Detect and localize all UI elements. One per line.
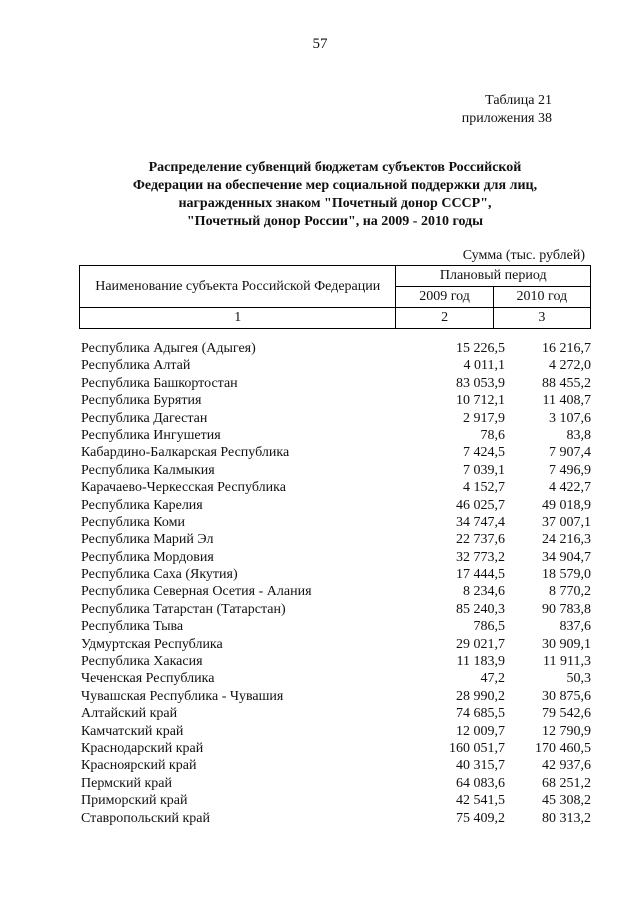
subject-name: Республика Карелия <box>81 497 203 513</box>
subject-name: Чувашская Республика - Чувашия <box>81 688 284 704</box>
value-2009: 4 152,7 <box>463 480 505 496</box>
subject-name: Республика Тыва <box>81 619 184 635</box>
value-2010: 30 875,6 <box>541 688 591 704</box>
subject-name: Республика Марий Эл <box>81 532 214 548</box>
subject-name: Ставропольский край <box>81 810 210 826</box>
value-2009: 32 773,2 <box>456 549 505 565</box>
value-2009: 64 083,6 <box>456 775 505 791</box>
value-2009: 12 009,7 <box>456 723 505 739</box>
subject-name: Карачаево-Черкесская Республика <box>81 480 286 496</box>
value-2010: 18 579,0 <box>541 567 591 583</box>
table-row <box>81 514 591 531</box>
appendix-number: приложения 38 <box>461 111 552 126</box>
value-2010: 24 216,3 <box>541 532 591 548</box>
value-2009: 4 011,1 <box>463 358 505 374</box>
value-2010: 68 251,2 <box>541 775 591 791</box>
subject-name: Республика Алтай <box>81 358 191 374</box>
value-2010: 83,8 <box>566 427 591 443</box>
table-row <box>81 618 591 635</box>
table-row <box>81 688 591 705</box>
table-row <box>81 792 591 809</box>
table-row <box>81 705 591 722</box>
table-row <box>81 670 591 687</box>
subject-name: Кабардино-Балкарская Республика <box>81 445 290 461</box>
value-2010: 11 408,7 <box>542 393 591 409</box>
value-2009: 75 409,2 <box>456 810 505 826</box>
table-number: Таблица 21 <box>485 93 552 108</box>
value-2010: 80 313,2 <box>541 810 591 826</box>
subject-name: Республика Северная Осетия - Алания <box>81 584 312 600</box>
header-year-2010: 2010 год <box>493 287 590 308</box>
column-number-3: 3 <box>493 308 590 329</box>
header-year-2009: 2009 год <box>396 287 493 308</box>
header-subject: Наименование субъекта Российской Федерации <box>80 266 396 308</box>
value-2009: 40 315,7 <box>456 758 505 774</box>
subject-name: Республика Татарстан (Татарстан) <box>81 601 286 617</box>
value-2010: 3 107,6 <box>548 410 591 426</box>
table-row <box>81 479 591 496</box>
table-row <box>81 375 591 392</box>
table-row <box>81 723 591 740</box>
subject-name: Алтайский край <box>81 706 178 722</box>
subject-name: Республика Дагестан <box>81 410 208 426</box>
title-line: награжденных знаком "Почетный донор СССР", <box>178 196 492 211</box>
title-line: Федерации на обеспечение мер социальной поддержки для лиц, <box>132 178 538 193</box>
value-2010: 7 907,4 <box>548 445 591 461</box>
value-2009: 8 234,6 <box>463 584 505 600</box>
value-2009: 160 051,7 <box>449 740 505 756</box>
value-2009: 78,6 <box>480 427 505 443</box>
table-row <box>81 566 591 583</box>
table-row <box>81 636 591 653</box>
value-2009: 786,5 <box>473 619 505 635</box>
value-2010: 4 272,0 <box>548 358 591 374</box>
value-2009: 83 053,9 <box>456 375 505 391</box>
value-2010: 34 904,7 <box>541 549 591 565</box>
title-line: "Почетный донор России", на 2009 - 2010 годы <box>186 214 484 229</box>
value-2009: 22 737,6 <box>456 532 505 548</box>
table-row <box>81 462 591 479</box>
units-label: Сумма (тыс. рублей) <box>462 248 585 263</box>
value-2010: 88 455,2 <box>541 375 591 391</box>
table-reference <box>462 92 552 128</box>
subject-name: Республика Адыгея (Адыгея) <box>81 341 256 356</box>
table-row <box>81 810 591 827</box>
subject-name: Краснодарский край <box>81 740 204 756</box>
subject-name: Республика Коми <box>81 514 185 530</box>
document-title <box>80 159 590 231</box>
subject-name: Республика Башкортостан <box>81 375 238 391</box>
subject-name: Камчатский край <box>81 723 184 739</box>
subject-name: Пермский край <box>81 775 172 791</box>
value-2010: 7 496,9 <box>548 462 591 478</box>
value-2010: 90 783,8 <box>541 601 591 617</box>
table-row <box>81 444 591 461</box>
value-2009: 17 444,5 <box>456 567 505 583</box>
page-number: 57 <box>312 36 328 52</box>
value-2009: 34 747,4 <box>456 514 505 530</box>
value-2009: 10 712,1 <box>456 393 505 409</box>
subject-name: Республика Калмыкия <box>81 462 215 478</box>
table-row <box>81 531 591 548</box>
subject-name: Республика Саха (Якутия) <box>81 567 238 583</box>
value-2009: 7 039,1 <box>463 462 505 478</box>
table-header <box>79 265 591 329</box>
value-2010: 4 422,7 <box>548 480 591 496</box>
table-row <box>81 653 591 670</box>
value-2009: 46 025,7 <box>456 497 505 513</box>
subject-name: Республика Ингушетия <box>81 427 221 443</box>
value-2010: 79 542,6 <box>541 706 591 722</box>
value-2010: 45 308,2 <box>541 793 591 809</box>
subject-name: Удмуртская Республика <box>81 636 223 652</box>
value-2010: 16 216,7 <box>541 341 591 356</box>
value-2009: 29 021,7 <box>456 636 505 652</box>
column-number-2: 2 <box>396 308 493 329</box>
subject-name: Республика Бурятия <box>81 393 202 409</box>
value-2010: 170 460,5 <box>534 740 591 756</box>
value-2009: 85 240,3 <box>456 601 505 617</box>
table-row <box>81 392 591 409</box>
table-row <box>81 340 591 357</box>
value-2010: 37 007,1 <box>541 514 591 530</box>
header-planned-period: Плановый период <box>396 266 591 287</box>
value-2009: 7 424,5 <box>463 445 505 461</box>
table-row <box>81 775 591 792</box>
value-2010: 50,3 <box>566 671 591 687</box>
table-body <box>81 340 591 827</box>
table-row <box>81 549 591 566</box>
table-row <box>81 497 591 514</box>
value-2010: 49 018,9 <box>541 497 591 513</box>
subject-name: Чеченская Республика <box>81 671 215 687</box>
value-2010: 42 937,6 <box>541 758 591 774</box>
table-row <box>81 427 591 444</box>
table-row <box>81 410 591 427</box>
value-2010: 12 790,9 <box>541 723 591 739</box>
value-2009: 15 226,5 <box>456 341 505 356</box>
table-row <box>81 357 591 374</box>
table-row <box>81 740 591 757</box>
subject-name: Республика Мордовия <box>81 549 214 565</box>
value-2009: 11 183,9 <box>456 654 505 670</box>
value-2010: 8 770,2 <box>548 584 591 600</box>
subject-name: Красноярский край <box>81 758 197 774</box>
value-2010: 11 911,3 <box>543 654 591 670</box>
value-2010: 837,6 <box>559 619 591 635</box>
table-row <box>81 601 591 618</box>
value-2009: 2 917,9 <box>463 410 505 426</box>
table-row <box>81 583 591 600</box>
subject-name: Республика Хакасия <box>81 654 203 670</box>
column-number-1: 1 <box>80 308 396 329</box>
table-row <box>81 757 591 774</box>
value-2009: 47,2 <box>480 671 505 687</box>
value-2010: 30 909,1 <box>541 636 591 652</box>
value-2009: 74 685,5 <box>456 706 505 722</box>
value-2009: 42 541,5 <box>456 793 505 809</box>
value-2009: 28 990,2 <box>456 688 505 704</box>
subject-name: Приморский край <box>81 793 188 809</box>
title-line: Распределение субвенций бюджетам субъектов Российской <box>148 160 522 175</box>
